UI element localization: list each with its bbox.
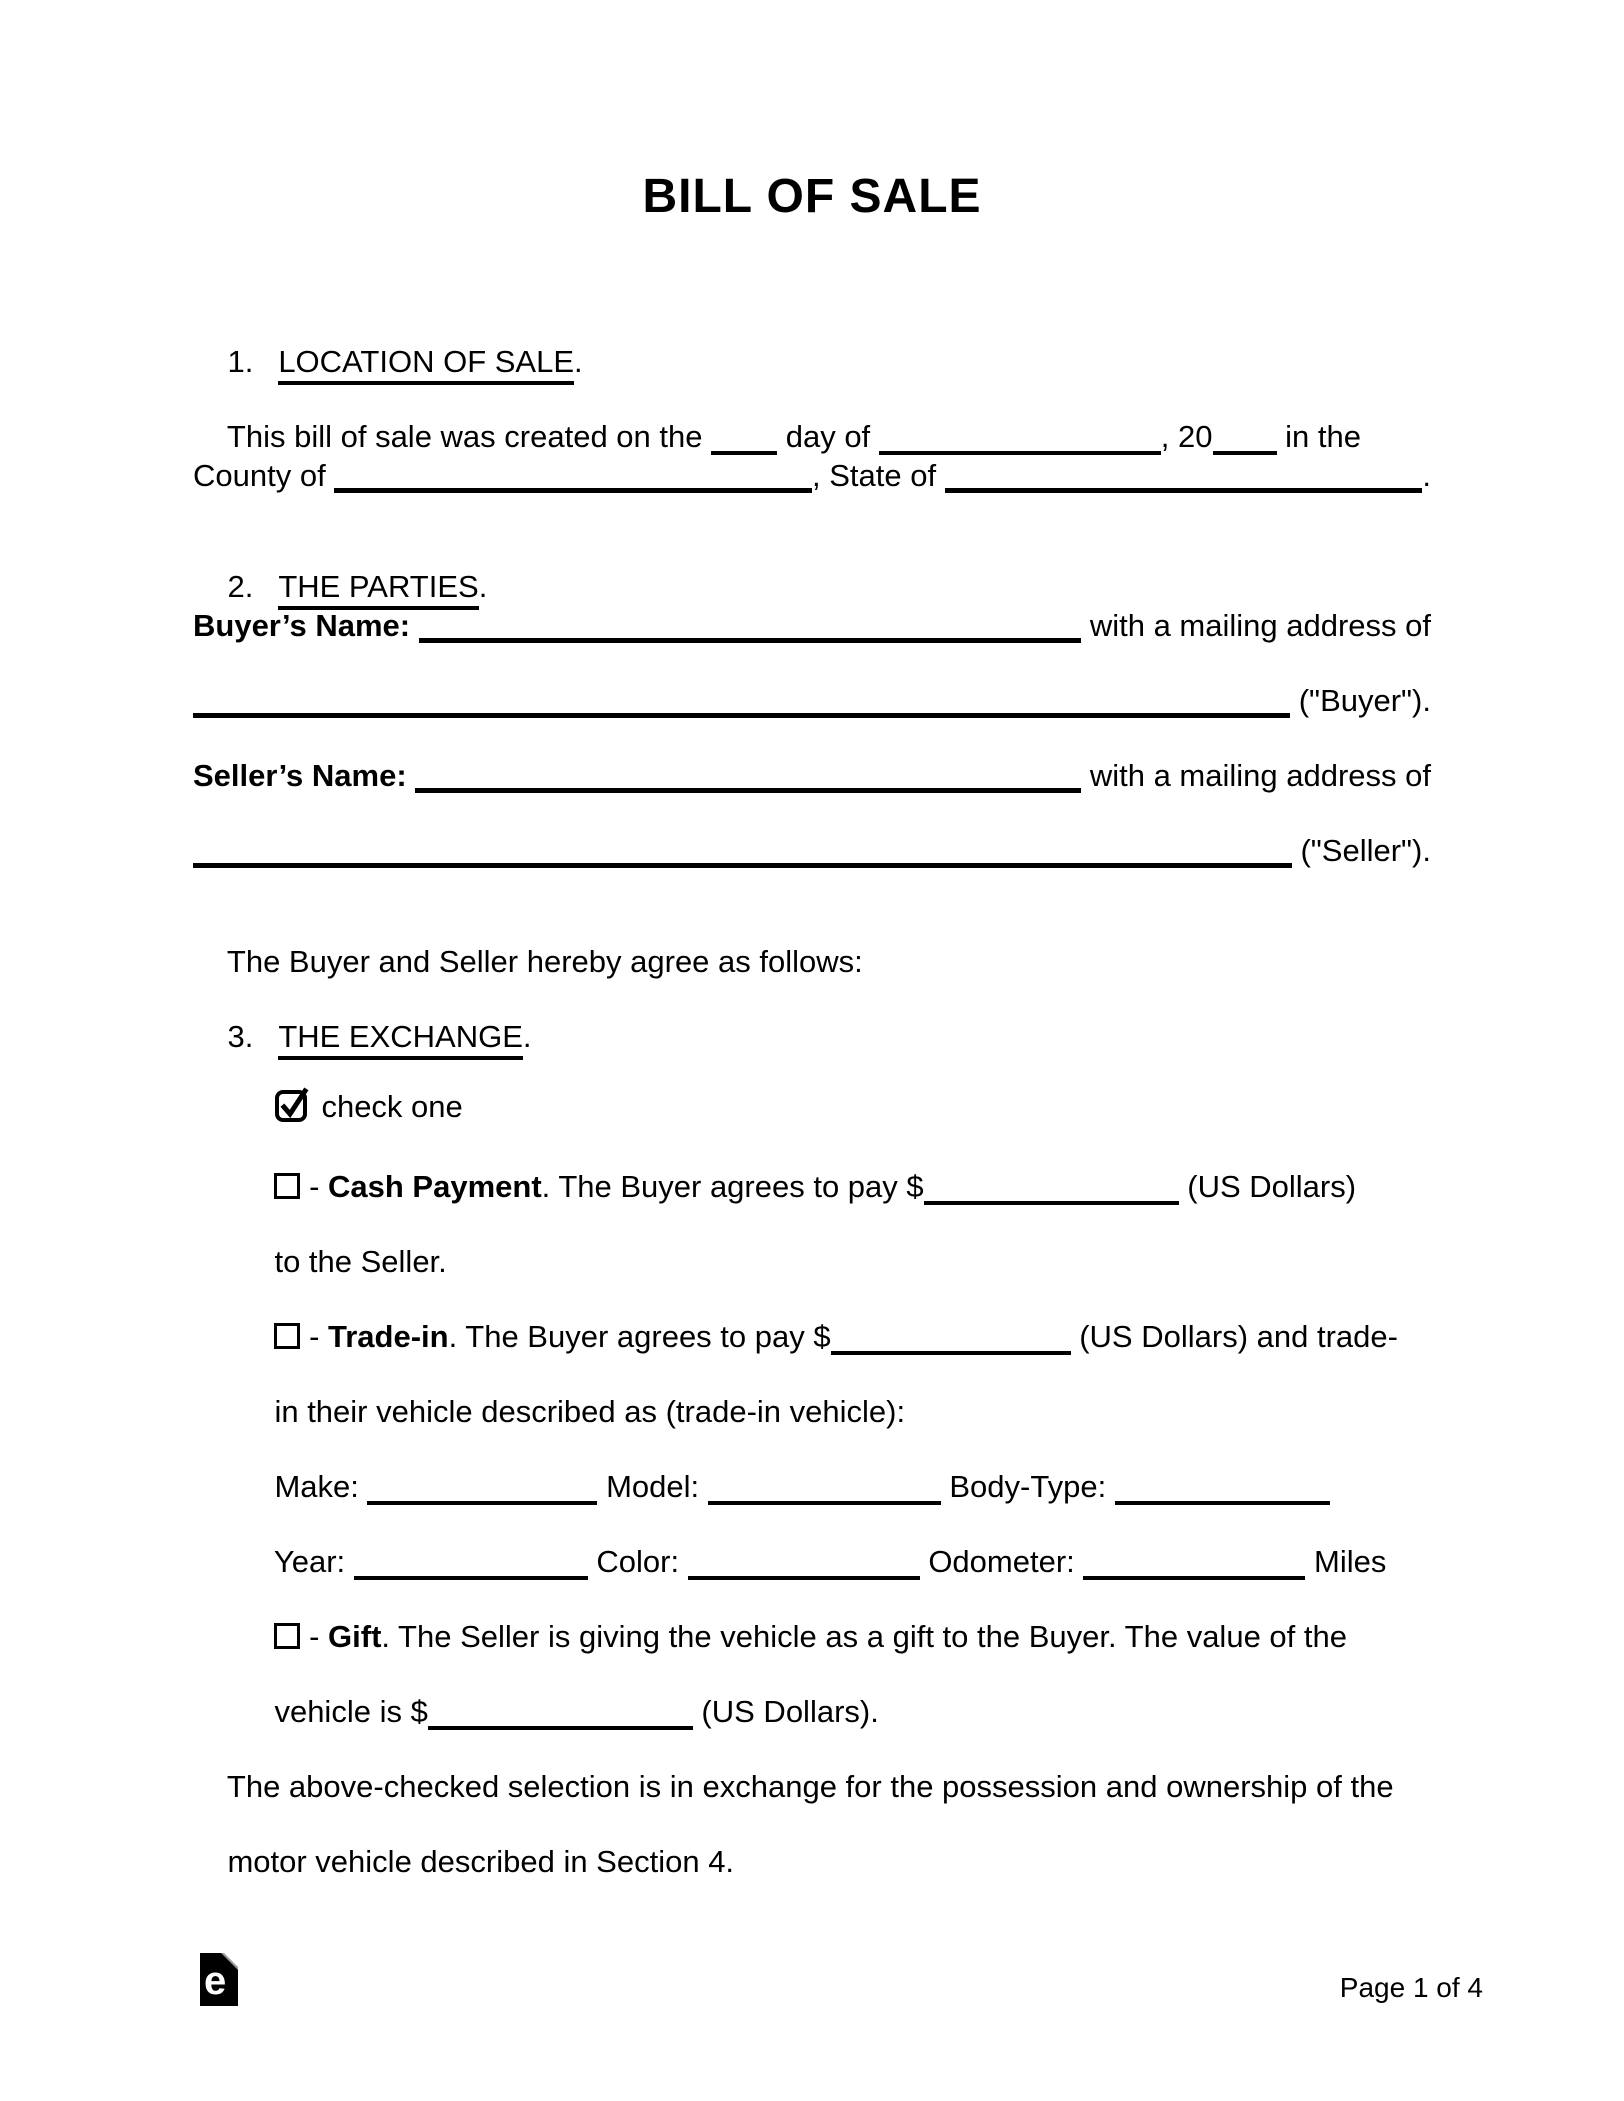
section1-heading-period: .: [574, 344, 583, 379]
county-blank[interactable]: [334, 458, 812, 493]
gift-label: Gift: [328, 1619, 382, 1654]
section3-heading-text: THE EXCHANGE: [278, 1019, 523, 1060]
cash-amount-blank[interactable]: [924, 1193, 1179, 1205]
body-type-label: Body-Type:: [940, 1469, 1115, 1504]
cash-payment-text: . The Buyer agrees to pay $: [541, 1169, 924, 1204]
odometer-label: Odometer:: [919, 1544, 1084, 1579]
section3-heading-period: .: [522, 1019, 532, 1054]
eforms-logo-letter: e: [204, 1959, 227, 2003]
buyer-address-blank[interactable]: [193, 683, 1290, 718]
trade-in-text: . The Buyer agrees to pay $: [448, 1319, 831, 1354]
buyer-name-line: [193, 608, 1431, 644]
seller-name-label: Seller’s Name: [193, 758, 397, 793]
year-field-blank[interactable]: [354, 1568, 588, 1580]
miles-label: Miles: [1305, 1544, 1387, 1579]
section3-number: 3.: [227, 1019, 254, 1054]
section1-number: 1.: [227, 344, 254, 379]
gift-value-text: vehicle is $: [274, 1694, 428, 1729]
section1-heading-text: LOCATION OF SALE: [278, 344, 574, 385]
gift-text: . The Seller is giving the vehicle as a gift to the Buyer. The value of the: [381, 1619, 1347, 1654]
buyer-mailing-text: with a mailing address of: [1081, 608, 1431, 643]
buyer-address-line: [193, 683, 1431, 719]
model-label: Model:: [597, 1469, 708, 1504]
trade-in-label: Trade-in: [328, 1319, 449, 1354]
cash-continuation-text: to the Seller.: [274, 1244, 447, 1279]
cash-payment-checkbox[interactable]: [274, 1173, 300, 1199]
eforms-logo: [200, 1953, 238, 2006]
make-label: Make:: [274, 1469, 368, 1504]
gift-value-blank[interactable]: [428, 1718, 693, 1730]
document-title: BILL OF SALE: [642, 170, 982, 223]
color-label: Color:: [587, 1544, 688, 1579]
cash-payment-label: Cash Payment: [328, 1169, 542, 1204]
gift-checkbox[interactable]: [274, 1623, 300, 1649]
seller-name-line: [193, 758, 1431, 794]
seller-address-line: [193, 833, 1431, 869]
model-blank[interactable]: [708, 1493, 941, 1505]
gift-value-text-after: (US Dollars).: [692, 1694, 879, 1729]
closing-line-2: [193, 1808, 1431, 1916]
county-label: County of: [193, 458, 335, 493]
seller-address-blank[interactable]: [193, 833, 1292, 868]
section2-heading-text: THE PARTIES: [278, 569, 478, 610]
page-number-label: Page 1 of 4: [1339, 1972, 1483, 2003]
cash-payment-text-after: (US Dollars): [1178, 1169, 1357, 1204]
section2-number: 2.: [227, 569, 254, 604]
closing-text-2: motor vehicle described in Section 4.: [227, 1844, 735, 1879]
trade-amount-blank[interactable]: [831, 1343, 1071, 1355]
date-line-text-1: This bill of sale was created on the: [226, 419, 712, 454]
section2-heading-period: .: [478, 569, 488, 604]
closing-text-1: The above-checked selection is in exchange for the possession and ownership of the: [226, 1769, 1394, 1804]
make-blank[interactable]: [367, 1493, 597, 1505]
agreement-text: The Buyer and Seller hereby agree as follows:: [226, 944, 863, 979]
gift-dash: -: [300, 1619, 329, 1654]
date-line-text-4: in the: [1276, 419, 1361, 454]
trade-continuation-text: in their vehicle described as (trade-in vehicle):: [274, 1394, 906, 1429]
trade-in-checkbox[interactable]: [274, 1323, 300, 1349]
trade-dash: -: [300, 1319, 329, 1354]
body-type-blank[interactable]: [1115, 1493, 1330, 1505]
seller-name-colon: :: [396, 758, 416, 793]
buyer-paren-text: ("Buyer").: [1290, 683, 1431, 718]
county-state-period: .: [1422, 458, 1432, 493]
seller-mailing-text: with a mailing address of: [1081, 758, 1431, 793]
trade-in-text-after: (US Dollars) and trade-: [1070, 1319, 1398, 1354]
checked-checkbox-icon[interactable]: [274, 1086, 312, 1124]
month-blank[interactable]: [879, 443, 1161, 455]
buyer-name-colon: :: [399, 608, 419, 643]
seller-name-blank[interactable]: [415, 758, 1081, 793]
state-blank[interactable]: [945, 458, 1423, 493]
year-label: Year:: [273, 1544, 354, 1579]
buyer-name-label: Buyer’s Name: [193, 608, 400, 643]
day-blank[interactable]: [711, 443, 777, 455]
year-blank[interactable]: [1213, 443, 1277, 455]
date-line-text-2: day of: [777, 419, 879, 454]
county-state-line: [193, 458, 1431, 494]
cash-dash: -: [300, 1169, 329, 1204]
date-line-text-3: , 20: [1160, 419, 1213, 454]
check-one-label: check one: [321, 1089, 463, 1124]
state-label: , State of: [812, 458, 945, 493]
odometer-blank[interactable]: [1083, 1568, 1305, 1580]
color-blank[interactable]: [688, 1568, 920, 1580]
buyer-name-blank[interactable]: [419, 608, 1082, 643]
seller-paren-text: ("Seller").: [1291, 833, 1431, 868]
